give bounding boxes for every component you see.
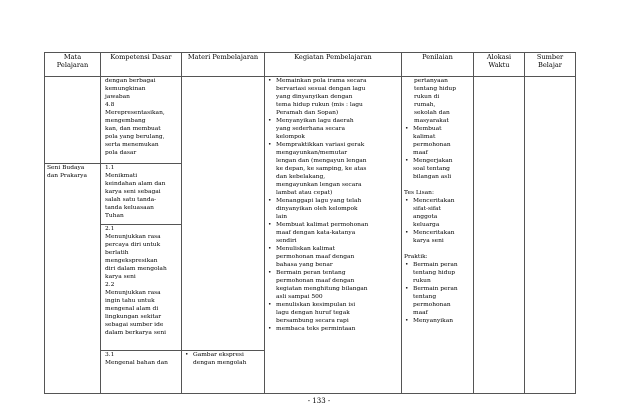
kegiatan-cell xyxy=(265,77,402,394)
header-penilaian: Penilaian xyxy=(402,53,474,77)
list-item: • Menanggapi lagu yang telah dinyanyikan oleh kelompok lain xyxy=(268,198,362,220)
sumber-cell xyxy=(525,77,576,394)
list-item: • Menceritakan karya seni xyxy=(405,230,455,244)
penilaian-cont: pertanyaan tentang hidup rukun di rumah, sekolah dan masyarakat xyxy=(414,78,456,124)
header-sumber-belajar: Sumber Belajar xyxy=(525,53,576,77)
penilaian-list-2 xyxy=(402,197,473,245)
list-item: • Mempraktikkan variasi gerak mengayunkan/memutar lengan dan (mengayun lengan ke depan, ke samping, ke atas dan kebelakang, mengayunkan lengan secara lambat atau cepat) xyxy=(268,142,367,196)
header-kompetensi-dasar: Kompetensi Dasar xyxy=(101,53,182,77)
header-kegiatan-pembelajaran: Kegiatan Pembelajaran xyxy=(265,53,402,77)
list-item: • membaca teks permintaan xyxy=(268,326,356,332)
header-alokasi-waktu: Alokasi Waktu xyxy=(474,53,525,77)
penilaian-cell xyxy=(402,77,474,394)
header-mata-pelajaran: Mata Pelajaran xyxy=(45,53,101,77)
header-row xyxy=(45,53,576,77)
kd-cell: 3.1 Mengenal bahan dan xyxy=(101,351,182,394)
penilaian-lisan-label: Tes Lisan: xyxy=(404,190,434,196)
penilaian-list-3 xyxy=(402,261,473,325)
materi-list xyxy=(182,351,264,367)
kegiatan-list xyxy=(265,77,401,333)
list-item: • Menyanyikan xyxy=(405,318,454,324)
penilaian-list-1 xyxy=(402,125,473,181)
alokasi-cell xyxy=(474,77,525,394)
list-item: • Memainkan pola irama secara bervariasi sesuai dengan lagu yang dinyanyikan dengan tema hidup rukun (mis : lagu Peramah dan Sopan) xyxy=(268,78,367,116)
table-row xyxy=(45,77,576,164)
page-number: - 133 - xyxy=(307,397,331,405)
list-item: • Mengerjakan soal tentang bilangan asli xyxy=(405,158,453,180)
header-materi-pembelajaran: Materi Pembelajaran xyxy=(182,53,265,77)
kd-cell: 2.1 Menunjukkan rasa percaya diri untuk berlatih mengekspresikan diri dalam mengolah karya seni 2.2 Menunjukkan rasa ingin tahu untuk mengenal alam di lingkungan sekitar sebagai sumber ide dalam berkarya seni xyxy=(101,225,182,351)
mapel-cell xyxy=(45,164,101,394)
mapel-cell-top xyxy=(45,77,101,164)
materi-cell xyxy=(182,77,265,351)
kd-cell: 1.1 Menikmati keindahan alam dan karya seni sebagai salah satu tanda- tanda keluasaan Tuhan xyxy=(101,164,182,225)
list-item: • Gambar ekspresi dengan mengolah xyxy=(185,352,247,366)
list-item: • Bermain peran tentang hidup rukun xyxy=(405,262,458,284)
list-item: • Bermain peran tentang permohonan maaf dengan kegiatan menghitung bilangan asli sampai 500 xyxy=(268,270,368,300)
kd-cell: dengan berbagai kemungkinan jawaban 4.8 Merepresentasikan, mengembang kan, dan membuat pola yang berulang, serta menemukan pola dasar xyxy=(101,77,182,164)
syllabus-table xyxy=(44,52,576,394)
penilaian-praktik-label: Praktik: xyxy=(404,254,428,260)
mata-pelajaran-label: Seni Budaya dan Prakarya xyxy=(47,165,87,179)
list-item: • Membuat kalimat permohonan maaf dengan kata-katanya sendiri xyxy=(268,222,369,244)
list-item: • Membuat kalimat permohonan maaf xyxy=(405,126,451,156)
list-item: • Menuliskan kalimat permohonan maaf dengan bahasa yang benar xyxy=(268,246,355,268)
list-item: • menuliskan kesimpulan isi lagu dengan huruf tegak bersambung secara rapi xyxy=(268,302,356,324)
list-item: • Bermain peran tentang permohonan maaf xyxy=(405,286,458,316)
materi-cell xyxy=(182,351,265,394)
list-item: • Menyanyikan lagu daerah yang sederhana secara kelompok xyxy=(268,118,354,140)
list-item: • Menceritakan sifat-sifat anggota keluarga xyxy=(405,198,455,228)
